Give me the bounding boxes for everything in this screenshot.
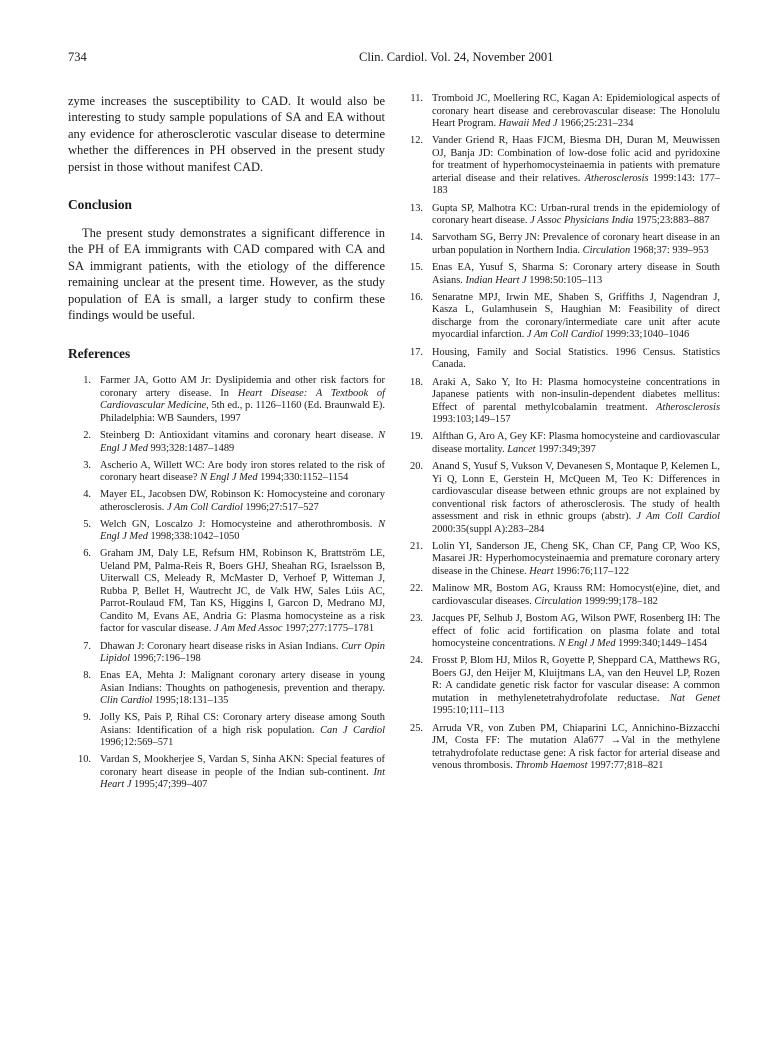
left-column: [68, 93, 385, 796]
reference-text: 1966;25:231–234: [557, 118, 634, 129]
reference-journal: Atherosclerosis: [656, 401, 720, 413]
page-number: 734: [68, 50, 87, 64]
reference-text: Arruda VR, von Zuben PM, Chiaparini LC, Annichino-Bizzacchi JM, Costa FF: The mutation Ala677 →Val in the methylene tetrahydrofolate reductase gene: A risk factor for arterial disease and venous thrombosis.: [432, 722, 720, 772]
reference-item: [400, 262, 720, 287]
reference-text: 1997:77;818–821: [587, 760, 664, 772]
reference-text: Mayer EL, Jacobsen DW, Robinson K: Homocysteine and coronary atherosclerosis.: [100, 489, 385, 513]
reference-text: Gupta SP, Malhotra KC: Urban-rural trends in the epidemiology of coronary heart disease.: [432, 202, 720, 227]
reference-journal: Heart: [529, 565, 554, 577]
reference-text: Jolly KS, Pais P, Rihal CS: Coronary artery disease among South Asians: Identification of a high risk population.: [100, 712, 385, 736]
reference-item: [400, 541, 720, 579]
reference-text: 2000:35(suppl A):283–284: [432, 523, 545, 535]
reference-number: 21.: [410, 540, 423, 552]
conclusion-heading: Conclusion: [68, 197, 132, 213]
reference-text: Ascherio A, Willett WC: Are body iron stores related to the risk of coronary heart disease?: [100, 459, 385, 484]
reference-number: 10.: [78, 754, 91, 766]
reference-journal: N Engl J Med: [100, 430, 385, 454]
reference-text: Lolin YI, Sanderson JE, Cheng SK, Chan CF, Pang CP, Woo KS, Masarei JR: Hyperhomocysteinaemia and premature coronary artery disease in the Chinese.: [432, 540, 720, 577]
reference-journal: Curr Opin Lipidol: [100, 640, 385, 665]
reference-item: [400, 655, 720, 718]
reference-text: Graham JM, Daly LE, Refsum HM, Robinson K, Brattström LE, Ueland PM, Palma-Reis R, Boers GHJ, Sheahan RG, Israelsson B, Uiterwall CS, Meleady R, McMaster D, Verhoef P, Witteman J, Rubba P, Bellet H, Wautrecht JC, de Valk HW, Sales Lúis AC, Parrot-Roulaud FM, Tan KS, Higgins I, Garcon D, Medrano MJ, Candito M, Evans AE, Andria G: Plasma homocysteine as a risk factor for vascular disease.: [100, 548, 385, 635]
reference-number: 9.: [83, 712, 91, 724]
reference-item: [68, 460, 385, 485]
reference-item: [68, 430, 385, 455]
reference-item: [400, 292, 720, 342]
reference-item: [68, 754, 385, 792]
reference-text: Tromboid JC, Moellering RC, Kagan A: Epidemiological aspects of coronary heart disease and cerebrovascular disease: The Honolulu Heart Program.: [432, 93, 720, 129]
reference-journal: N Engl J Med: [100, 518, 385, 543]
reference-text: Anand S, Yusuf S, Vukson V, Devanesen S, Montaque P, Kelemen L, Yi Q, Lonn E, Gerstein H, McQueen M, Teo K: Differences in cardiovascular disease between ethnic groups are not explained by conventional risk factors of atherosclerosis. The study of health assessment and risk in ethnic groups (abstr).: [432, 461, 720, 523]
reference-item: [400, 613, 720, 651]
reference-text: 1999:99;178–182: [581, 595, 658, 607]
reference-item: [68, 489, 385, 514]
reference-text: 1995:10;111–113: [432, 705, 505, 717]
reference-item: [400, 377, 720, 427]
reference-item: [400, 232, 720, 257]
reference-text: Vander Griend R, Haas FJCM, Biesma DH, Duran M, Meuwissen OJ, Banja JD: Combination of low-dose folic acid and pyridoxine for treatment of hyperhomocysteinaemia in patients with premature arterial disease and their relatives.: [432, 135, 720, 184]
reference-number: 18.: [410, 376, 423, 388]
reference-text: Steinberg D: Antioxidant vitamins and coronary heart disease.: [100, 430, 379, 442]
reference-item: [68, 712, 385, 750]
reference-list-left: [68, 375, 385, 791]
reference-text: Malinow MR, Bostom AG, Krauss RM: Homocyst(e)ine, diet, and cardiovascular diseases.: [432, 583, 720, 607]
reference-text: Enas EA, Yusuf S, Sharma S: Coronary artery disease in South Asians.: [432, 262, 720, 286]
reference-item: [400, 431, 720, 456]
reference-number: 7.: [83, 640, 91, 652]
running-header: [68, 50, 707, 66]
reference-journal: Atherosclerosis: [584, 172, 649, 184]
reference-text: Jacques PF, Selhub J, Bostom AG, Wilson PWF, Rosenberg IH: The effect of folic acid fortification on plasma folate and total homocysteine concentrations.: [432, 613, 720, 650]
reference-journal: Can J Cardiol: [320, 724, 385, 736]
reference-text: 1998;338:1042–1050: [147, 531, 240, 543]
intro-paragraph: zyme increases the susceptibility to CAD. It would also be interesting to study sample populations of SA and EA without any evidence for atherosclerotic vascular disease to determine whether the differences in PH observed in the present study persist in those without manifest CAD.: [68, 94, 385, 174]
reference-number: 6.: [83, 548, 91, 560]
reference-number: 1.: [83, 375, 91, 387]
reference-text: Alfthan G, Aro A, Gey KF: Plasma homocysteine and cardiovascular disease mortality.: [432, 431, 720, 455]
reference-item: [68, 519, 385, 544]
reference-text: 1996;12:569–571: [100, 737, 174, 749]
reference-text: 1994;330:1152–1154: [257, 472, 349, 484]
reference-number: 23.: [410, 613, 423, 625]
reference-journal: J Am Med Assoc: [213, 623, 283, 635]
reference-number: 12.: [410, 135, 423, 147]
references-heading: References: [68, 346, 131, 362]
reference-journal: Heart Disease: A Textbook of Cardiovascular Medicine: [100, 387, 385, 412]
reference-text: Enas EA, Mehta J: Malignant coronary artery disease in young Asian Indians: Thoughts on pathogenesis, prevention and therapy.: [100, 670, 385, 694]
reference-item: [400, 347, 720, 372]
reference-text: 1997:349;397: [535, 443, 596, 455]
reference-text: 1996;27:517–527: [242, 501, 319, 513]
reference-item: [68, 375, 385, 425]
reference-number: 20.: [410, 461, 423, 473]
reference-journal: Nat Genet: [669, 692, 721, 704]
reference-text: 1968;37: 939–953: [630, 244, 709, 256]
reference-text: 1995;47;399–407: [131, 779, 208, 791]
right-column: [400, 93, 720, 777]
reference-number: 14.: [410, 232, 423, 244]
reference-item: [68, 548, 385, 636]
reference-text: Housing, Family and Social Statistics. 1996 Census. Statistics Canada.: [432, 346, 720, 371]
reference-text: Dhawan J: Coronary heart disease risks in Asian Indians.: [100, 640, 342, 652]
reference-text: 1975;23:883–887: [633, 215, 710, 227]
reference-number: 5.: [83, 518, 91, 530]
reference-item: [400, 93, 720, 131]
reference-text: 1998:50:105–113: [526, 274, 603, 286]
reference-journal: N Engl J Med: [558, 638, 616, 650]
reference-journal: Circulation: [534, 595, 582, 607]
reference-text: 993;328:1487–1489: [147, 442, 235, 454]
reference-number: 25.: [410, 722, 423, 734]
reference-journal: J Assoc Physicians India: [530, 215, 634, 227]
reference-item: [400, 723, 720, 773]
reference-text: , 5th ed., p. 1126–1160 (Ed. Braunwald E). Philadelphia: WB Saunders, 1997: [100, 400, 385, 424]
reference-number: 22.: [410, 583, 423, 595]
reference-text: 1999:340;1449–1454: [615, 638, 708, 650]
reference-journal: J Am Coll Cardiol: [166, 501, 243, 513]
reference-text: 1996;7:196–198: [130, 653, 201, 665]
reference-text: 1997;277:1775–1781: [282, 623, 375, 635]
reference-number: 17.: [410, 346, 423, 358]
reference-text: Frosst P, Blom HJ, Milos R, Goyette P, Sheppard CA, Matthews RG, Boers GJ, den Heijer M, Kluijtmans LA, van den Heuvel LP, Rozen R: A candidate genetic risk factor for vascular disease: A common mutation in methylenetetrahydrofolate reductase.: [432, 655, 720, 704]
reference-text: 1999:143: 177–183: [432, 172, 721, 197]
reference-journal: Thromb Haemost: [515, 760, 588, 772]
reference-text: Farmer JA, Gotto AM Jr: Dyslipidemia and other risk factors for coronary artery disease. In: [100, 375, 385, 399]
reference-text: Senaratne MPJ, Irwin ME, Shaben S, Griffiths J, Nagendran J, Kasza L, Gulamhusein S, Haughian M: Feasibility of direct discharge from the coronary/intermediate care unit after acute myocardial infarction.: [432, 291, 720, 341]
conclusion-paragraph: The present study demonstrates a significant difference in the PH of EA immigrants with CAD compared with CA and SA immigrant patients, with the etiology of the difference remaining unclear at the present time. However, as the study population of EA is small, a larger study to confirm these findings would be useful.: [68, 226, 385, 323]
reference-text: 1993:103;149–157: [432, 414, 511, 426]
journal-citation: Clin. Cardiol. Vol. 24, November 2001: [359, 50, 554, 64]
reference-list-right: [400, 93, 720, 773]
reference-number: 3.: [83, 459, 91, 471]
reference-journal: N Engl J Med: [200, 472, 258, 484]
reference-number: 15.: [410, 262, 423, 274]
reference-item: [400, 135, 720, 198]
reference-item: [400, 203, 720, 228]
reference-item: [400, 583, 720, 608]
reference-text: Sarvotham SG, Berry JN: Prevalence of coronary heart disease in an urban population in Northern India.: [432, 232, 720, 256]
reference-journal: Clin Cardiol: [100, 695, 153, 707]
reference-text: 1996:76;117–122: [553, 565, 630, 577]
reference-journal: Lancet: [507, 443, 536, 455]
reference-journal: J Am Coll Cardiol: [526, 329, 603, 341]
reference-number: 19.: [410, 431, 423, 443]
reference-journal: Indian Heart J: [465, 274, 527, 286]
reference-journal: Int Heart J: [100, 766, 385, 791]
reference-journal: J Am Coll Cardiol: [636, 511, 721, 523]
reference-number: 2.: [83, 430, 91, 442]
reference-text: 1995;18:131–135: [152, 695, 229, 707]
reference-number: 4.: [83, 489, 91, 501]
reference-text: Vardan S, Mookherjee S, Vardan S, Sinha AKN: Special features of coronary heart disease in people of the Indian sub-continent.: [100, 754, 385, 778]
reference-number: 8.: [83, 670, 91, 682]
reference-item: [68, 670, 385, 708]
reference-number: 13.: [410, 202, 423, 214]
reference-text: 1999:33;1040–1046: [602, 329, 690, 341]
reference-item: [68, 641, 385, 666]
reference-item: [400, 461, 720, 536]
reference-number: 24.: [410, 655, 423, 667]
reference-text: Welch GN, Loscalzo J: Homocysteine and atherothrombosis.: [100, 518, 379, 530]
reference-number: 16.: [410, 291, 423, 303]
reference-journal: Circulation: [582, 244, 631, 256]
reference-number: 11.: [410, 93, 423, 104]
reference-journal: Hawaii Med J: [498, 118, 558, 129]
reference-text: Araki A, Sako Y, Ito H: Plasma homocysteine concentrations in Japanese patients with non-insulin-dependent diabetes mellitus: Effect of parental methylcobalamin treatment.: [432, 376, 720, 413]
